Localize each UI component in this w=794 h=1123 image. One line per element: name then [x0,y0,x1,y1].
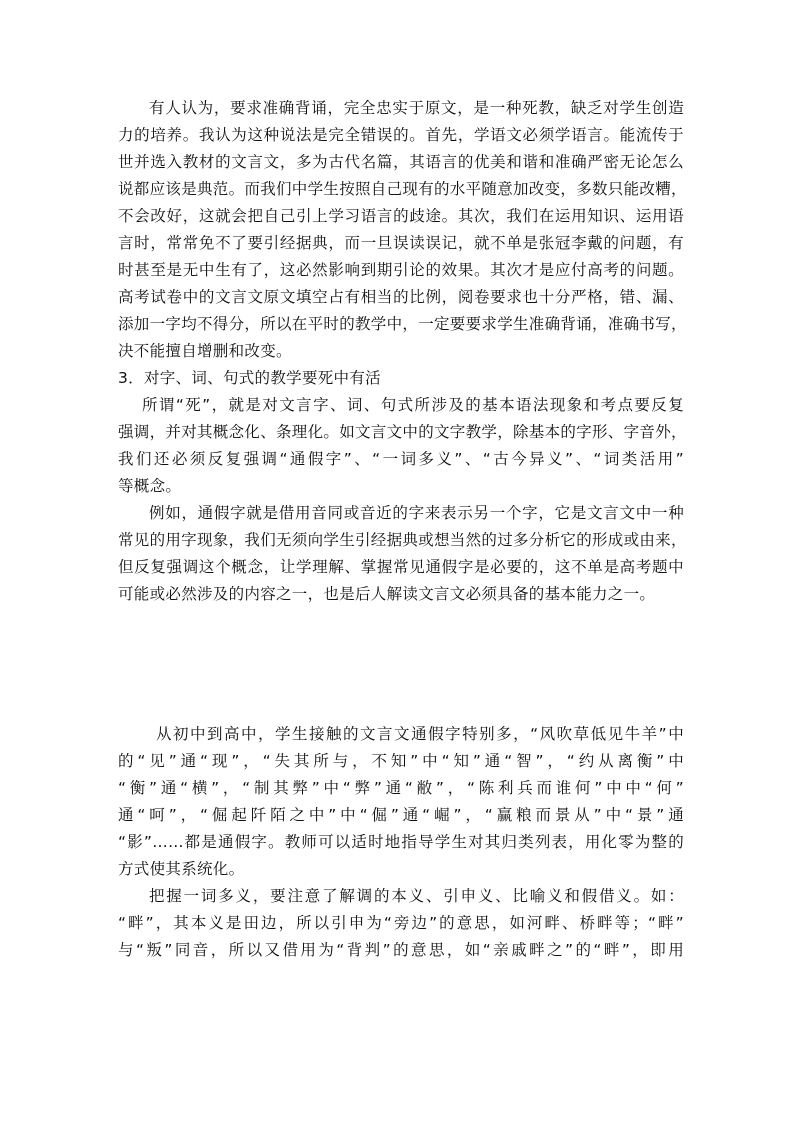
paragraph-memorization [118,95,687,608]
text-line: “畔”，其本义是田边，所以引申为“旁边”的意思，如河畔、桥畔等；“畔” [118,914,684,932]
text-line: 有人认为，要求准确背诵，完全忠实于原文，是一种死教，缺乏对学生创造 [149,99,684,117]
text-line: 世并选入教材的文言文，多为古代名篇，其语言的优美和谐和准确严密无论怎么 [118,153,684,171]
text-line: 把握一词多义，要注意了解调的本义、引申义、比喻义和假借义。如： [149,887,684,905]
text-line: 方式使其系统化。 [118,860,245,878]
text-line: 的“见”通“现”，“失其所与，不知”中“知”通“智”，“约从离衡”中 [118,752,684,770]
text-line: 所谓“死”，就是对文言字、词、句式所涉及的基本语法现象和考点要反复 [142,396,684,414]
text-line: “衡”通“横”，“制其弊”中“弊”通“敝”，“陈利兵而谁何”中中“何” [118,779,684,797]
text-line: 不会改好，这就会把自己引上学习语言的歧途。其次，我们在运用知识、运用语 [118,207,684,225]
text-line: 例如，通假字就是借用音同或音近的字来表示另一个字，它是文言文中一种 [149,504,684,522]
text-line: 与“叛”同音，所以又借用为“背判”的意思，如“亲戚畔之”的“畔”，即用 [118,941,684,959]
text-line: 说都应该是典范。而我们中学生按照自己现有的水平随意加改变，多数只能改糟， [118,180,687,198]
text-line: 从初中到高中，学生接触的文言文通假字特别多，“风吹草低见牛羊”中 [156,725,684,743]
text-line: 时甚至是无中生有了，这必然影响到期引论的效果。其次才是应付高考的问题。 [118,261,684,279]
text-line: 决不能擅自增删和改变。 [118,342,292,360]
text-line: 力的培养。我认为这种说法是完全错误的。首先，学语文必须学语言。能流传于 [118,126,684,144]
text-line: 强调，并对其概念化、条理化。如文言文中的文字教学，除基本的字形、字音外， [118,423,687,441]
section-heading: 3．对字、词、句式的教学要死中有活 [118,369,381,387]
text-line: 但反复强调这个概念，让学理解、掌握常见通假字是必要的，这不单是高考题中 [118,558,684,576]
text-line: “影”……都是通假字。教师可以适时地指导学生对其归类列表，用化零为整的 [118,833,684,851]
text-line: 等概念。 [118,477,182,495]
text-line: 添加一字均不得分，所以在平时的教学中，一定要要求学生准确背诵，准确书写， [118,315,687,333]
text-line: 通“呵”，“倔起阡陌之中”中“倔”通“崛”，“赢粮而景从”中“景”通 [118,806,684,824]
text-line: 常见的用字现象，我们无须向学生引经据典或想当然的过多分析它的形成或由来， [118,531,687,549]
text-line: 我们还必须反复强调“通假字”、“一词多义”、“古今异义”、“词类活用” [118,450,684,468]
text-line: 高考试卷中的文言文原文填空占有相当的比例，阅卷要求也十分严格，错、漏、 [118,288,684,306]
paragraph-tongjiazi-examples [118,721,684,964]
text-line: 可能或必然涉及的内容之一，也是后人解读文言文必须具备的基本能力之一。 [118,585,656,603]
text-line: 言时，常常免不了要引经据典，而一旦误读误记，就不单是张冠李戴的问题，有 [118,234,684,252]
